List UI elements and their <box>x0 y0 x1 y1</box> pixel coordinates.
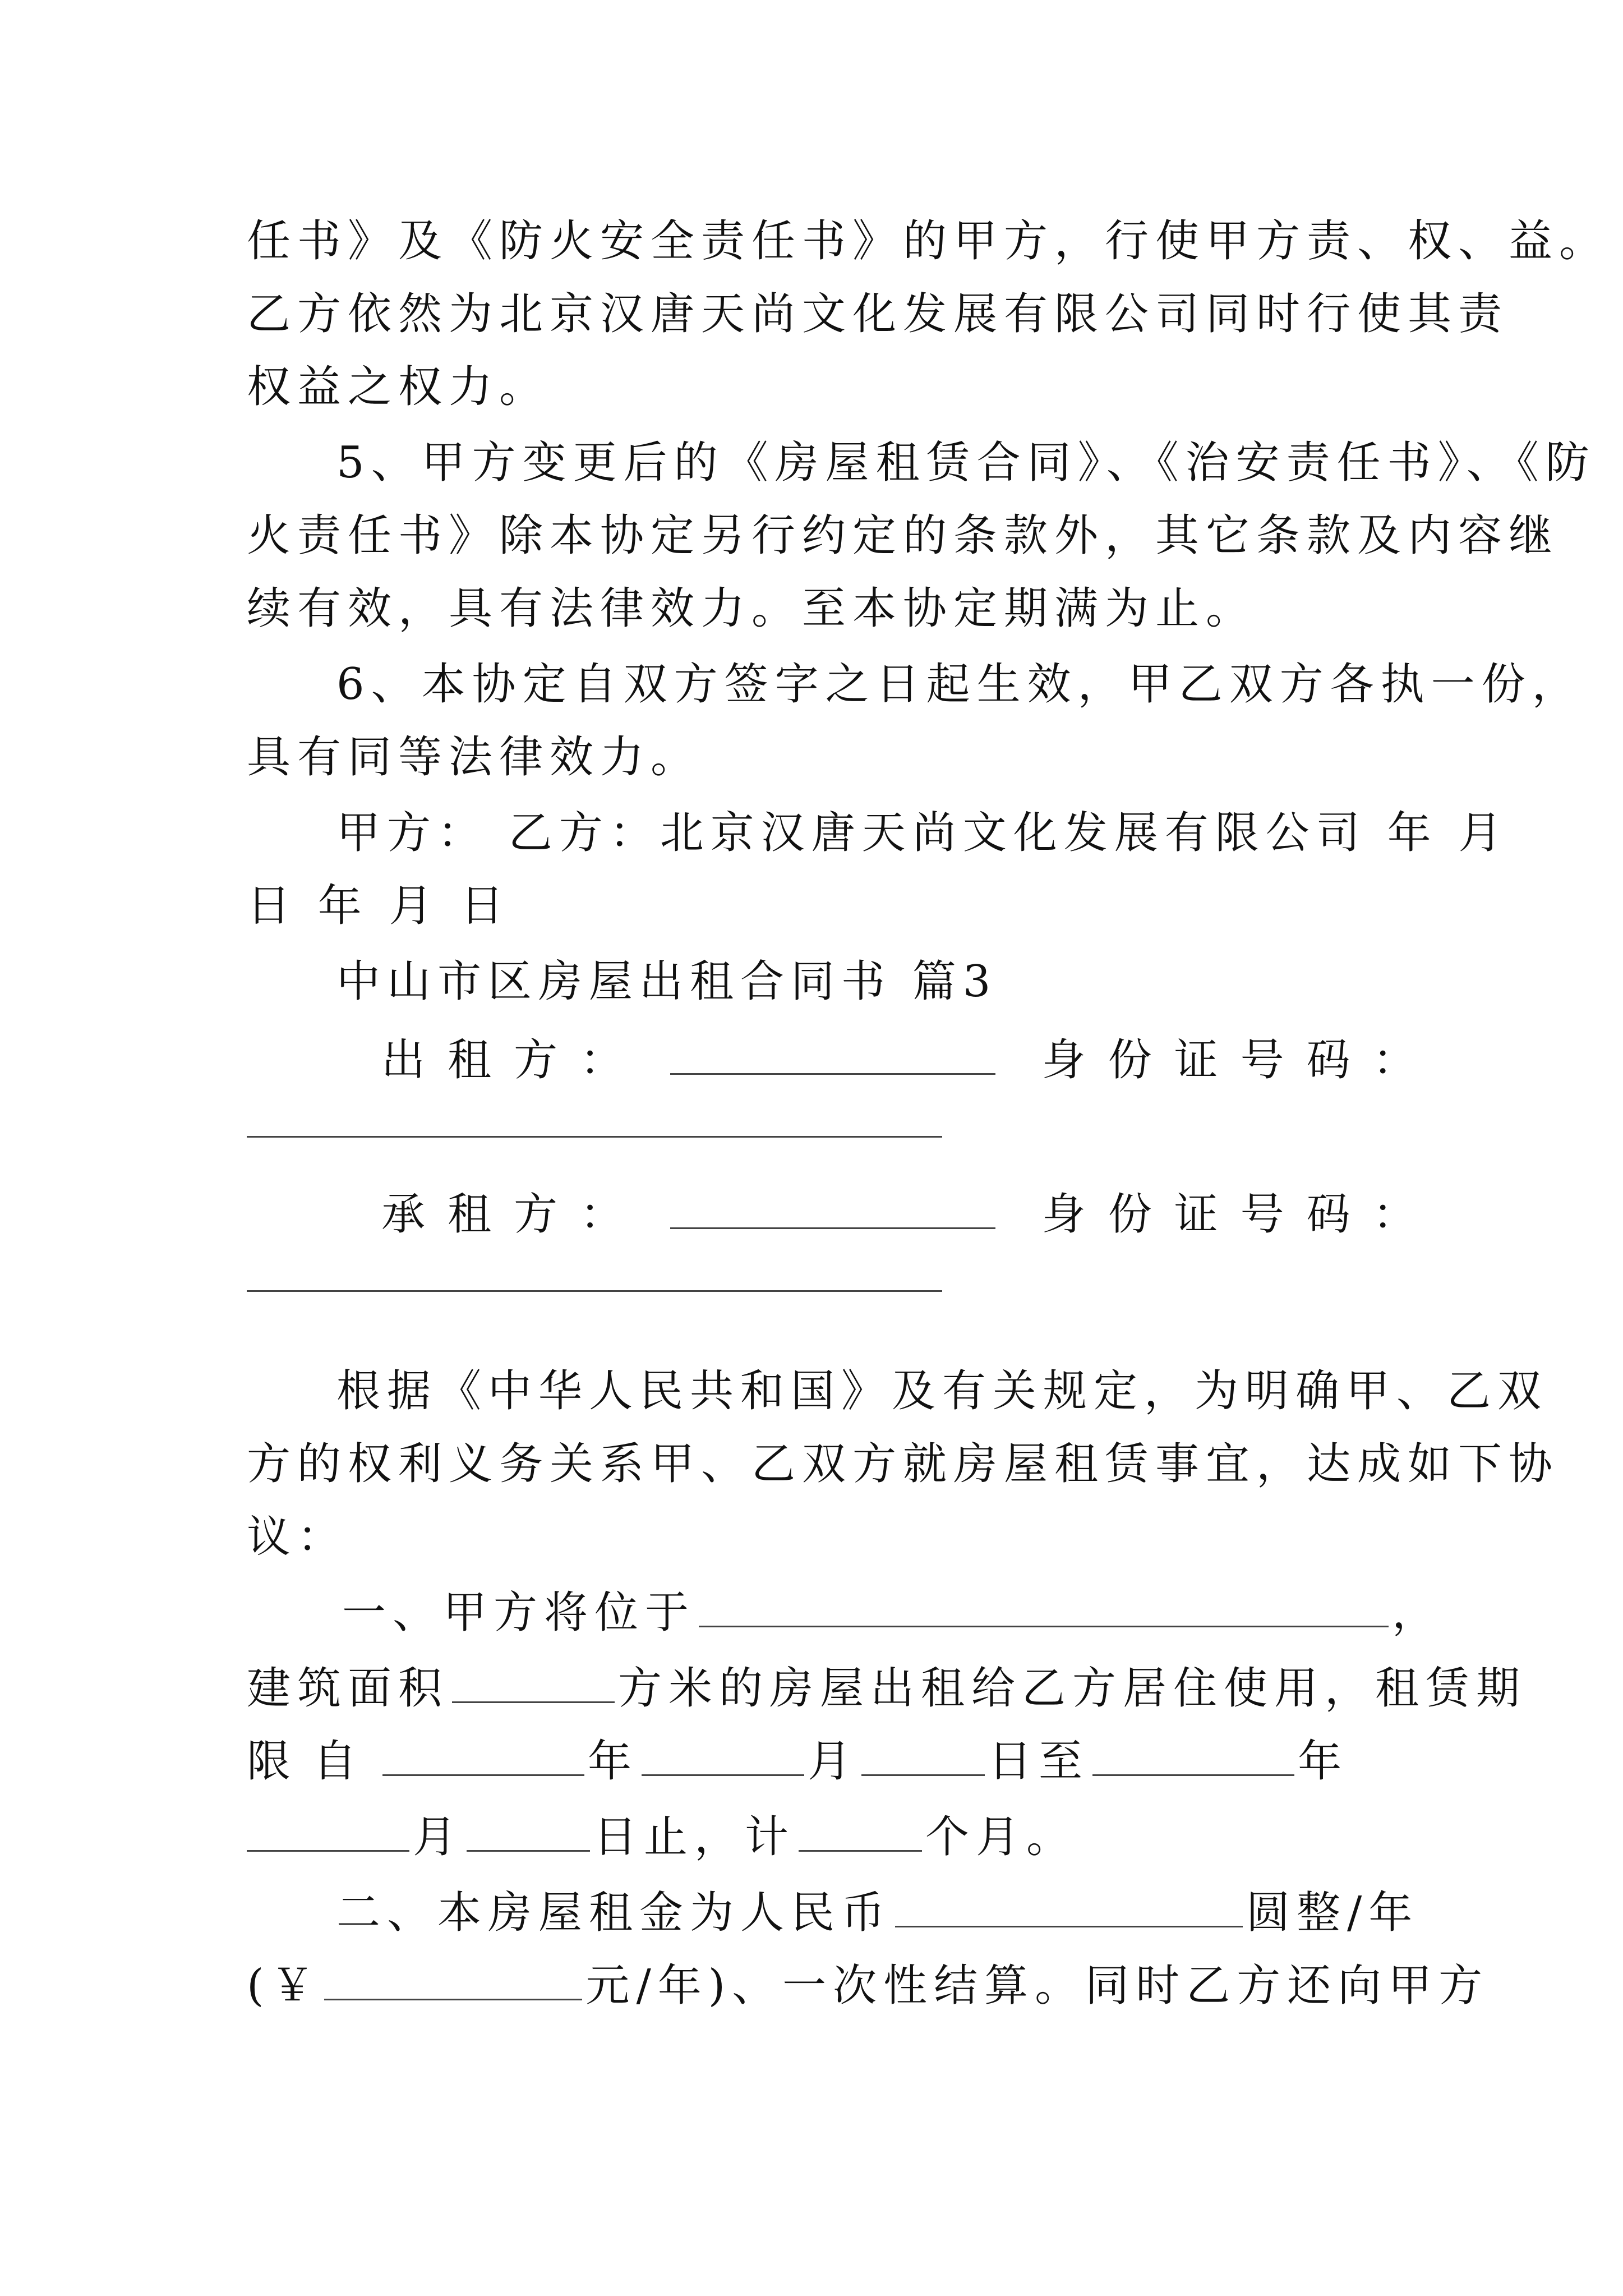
area-line <box>247 1660 1527 1717</box>
rent-unit: 圆整/年 <box>1246 1888 1419 1938</box>
article-1-label: 一、甲方将位于 <box>342 1588 696 1638</box>
paragraph-line: 权益之权力。 <box>247 362 550 412</box>
lessee-label: 承租方： <box>381 1189 647 1240</box>
rent-figure-line <box>247 1958 1490 2014</box>
article-1-line <box>342 1585 1443 1641</box>
lessee-name-blank[interactable] <box>670 1188 995 1229</box>
clause-5-line: 5、甲方变更后的《房屋租赁合同》、《治安责任书》、《防 <box>336 438 1596 488</box>
date-line: 日 年 月 日 <box>247 881 511 931</box>
term-end-line <box>247 1809 1385 1865</box>
end-day-blank[interactable] <box>467 1811 590 1852</box>
lessor-id-blank[interactable] <box>247 1136 942 1138</box>
paragraph-line: 议： <box>247 1512 348 1562</box>
section-heading: 中山市区房屋出租合同书 篇3 <box>336 956 998 1007</box>
start-day-blank[interactable] <box>861 1735 985 1776</box>
area-text: 方米的房屋出租给乙方居住使用，租赁期 <box>618 1663 1527 1714</box>
rent-amount-figure-blank[interactable] <box>324 1959 582 2000</box>
article-2-line <box>336 1885 1419 1941</box>
months-count-blank[interactable] <box>799 1811 922 1852</box>
month-label: 月 <box>413 1812 464 1862</box>
paragraph-line: 续有效，具有法律效力。至本协定期满为止。 <box>247 583 1257 634</box>
end-year-blank[interactable] <box>1092 1735 1294 1776</box>
lessee-row <box>381 1186 1439 1243</box>
paragraph-line: 火责任书》除本协定另行约定的条款外，其它条款及内容继 <box>247 510 1560 561</box>
end-month-blank[interactable] <box>247 1811 409 1852</box>
lessee-id-blank[interactable] <box>247 1290 942 1292</box>
area-label: 建筑面积 <box>247 1663 449 1714</box>
term-start-line <box>247 1733 1385 1789</box>
start-year-blank[interactable] <box>382 1735 584 1776</box>
lessee-id-label: 身份证号码： <box>1041 1189 1439 1240</box>
lessor-row <box>381 1032 1439 1088</box>
lessor-label: 出租方： <box>381 1035 647 1085</box>
until-label: 日止，计 <box>593 1812 796 1862</box>
rent-amount-words-blank[interactable] <box>895 1887 1243 1927</box>
rent-figure-text: 元/年)、一次性结算。同时乙方还向甲方 <box>585 1961 1490 2011</box>
comma: ， <box>1392 1588 1443 1638</box>
preamble-line: 根据《中华人民共和国》及有关规定，为明确甲、乙双 <box>336 1366 1548 1416</box>
paragraph-line: 方的权利义务关系甲、乙双方就房屋租赁事宜，达成如下协 <box>247 1439 1560 1489</box>
area-blank[interactable] <box>452 1662 615 1703</box>
year-label: 年 <box>1298 1736 1349 1787</box>
paragraph-line: 任书》及《防火安全责任书》的甲方，行使甲方责、权、益。 <box>247 216 1610 266</box>
clause-6-line: 6、本协定自双方签字之日起生效，甲乙双方各执一份， <box>336 659 1583 710</box>
yuan-symbol: (￥ <box>247 1961 321 2011</box>
rent-label: 二、本房屋租金为人民币 <box>336 1888 892 1938</box>
year-label: 年 <box>588 1736 639 1787</box>
months-label: 个月。 <box>925 1812 1077 1862</box>
paragraph-line: 具有同等法律效力。 <box>247 732 702 783</box>
day-to-label: 日至 <box>988 1736 1090 1787</box>
start-month-blank[interactable] <box>642 1735 804 1776</box>
paragraph-line: 乙方依然为北京汉唐天尚文化发展有限公司同时行使其责 <box>247 289 1509 339</box>
lessor-name-blank[interactable] <box>670 1034 995 1075</box>
address-blank[interactable] <box>699 1586 1389 1627</box>
term-from-label: 限自 <box>247 1736 380 1787</box>
signature-line: 甲方： 乙方：北京汉唐天尚文化发展有限公司 年 月 <box>336 808 1509 858</box>
lessor-id-label: 身份证号码： <box>1041 1035 1439 1085</box>
month-label: 月 <box>808 1736 859 1787</box>
